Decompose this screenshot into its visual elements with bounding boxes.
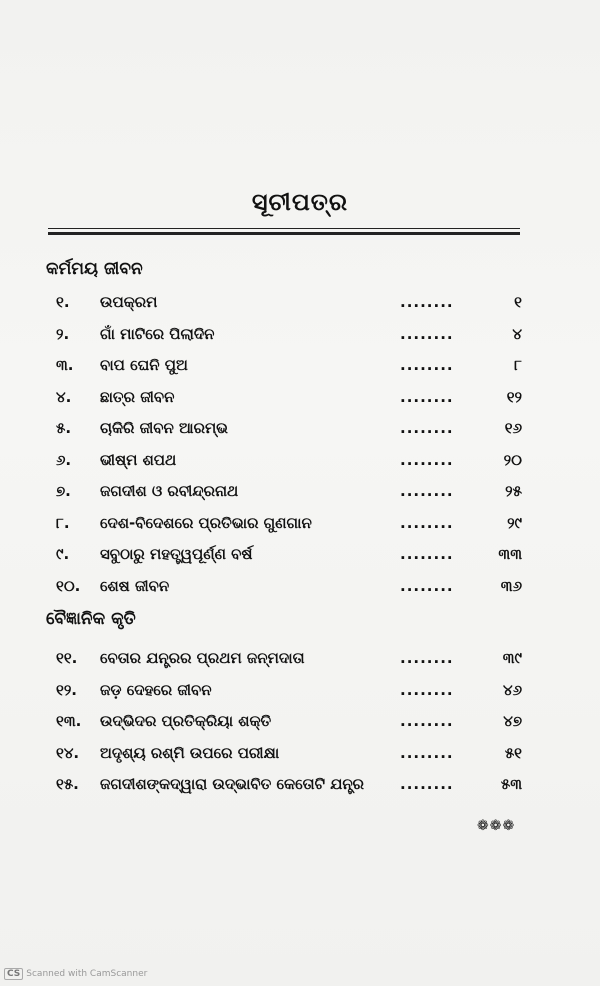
section-heading-1: କର୍ମମୟ ଜୀବନ — [46, 259, 143, 279]
entry-page-number: ୨୫ — [505, 482, 522, 500]
toc-entry — [48, 482, 522, 512]
entry-title: ଜଗଦୀଶଙ୍କଦ୍ୱାରା ଉଦ୍ଭାବିତ କେତୋଟି ଯନ୍ତ୍ର — [100, 775, 365, 793]
entry-number: ୧୦. — [56, 576, 81, 595]
toc-entry — [48, 388, 522, 418]
entry-title: ବାପ ଘେନି ପୁଅ — [100, 356, 188, 374]
entry-leader-dots: ........ — [400, 450, 454, 469]
toc-entry — [48, 419, 522, 449]
entry-page-number: ୩୬ — [500, 576, 522, 595]
entry-leader-dots: ........ — [400, 419, 454, 437]
entry-number: ୧୫. — [56, 775, 79, 793]
entry-page-number: ୩୩ — [498, 545, 522, 563]
entry-number: ୯. — [56, 545, 70, 563]
entry-page-number: ୪୭ — [503, 712, 522, 730]
page-title: ସୂଚୀପତ୍ର — [251, 188, 349, 216]
toc-entry — [48, 514, 522, 544]
toc-entry — [48, 451, 522, 481]
title-rule-thick — [48, 232, 520, 235]
entry-leader-dots: ........ — [400, 576, 454, 595]
entry-title: ଭୀଷ୍ମ ଶପଥ — [100, 450, 177, 469]
entry-page-number: ୧୨ — [506, 387, 522, 406]
entry-leader-dots: ........ — [400, 293, 454, 311]
entry-number: ୮. — [56, 513, 70, 532]
entry-number: ୫. — [56, 419, 72, 437]
entry-number: ୭. — [56, 482, 71, 500]
entry-number: ୧୧. — [56, 649, 78, 667]
entry-leader-dots: ........ — [400, 482, 454, 500]
toc-entry — [48, 545, 522, 575]
toc-entry — [48, 356, 522, 386]
entry-leader-dots: ........ — [400, 324, 454, 343]
entry-number: ୧୩. — [56, 712, 82, 730]
entry-page-number: ୪ — [512, 324, 522, 343]
entry-leader-dots: ........ — [400, 775, 454, 793]
toc-entry — [48, 744, 522, 774]
entry-leader-dots: ........ — [400, 356, 454, 374]
entry-title: ଅଦୃଶ୍ୟ ରଶ୍ମି ଉପରେ ପରୀକ୍ଷା — [100, 743, 280, 762]
entry-page-number: ୫୧ — [504, 743, 522, 762]
entry-page-number: ୩୯ — [502, 649, 522, 667]
entry-page-number: ୨୯ — [507, 513, 522, 532]
entry-page-number: ୧ — [514, 293, 522, 311]
entry-page-number: ୧୬ — [504, 419, 522, 437]
entry-number: ୩. — [56, 356, 74, 374]
entry-leader-dots: ........ — [400, 513, 454, 532]
entry-title: ଜଡ଼ ଦେହରେ ଜୀବନ — [100, 680, 212, 699]
watermark-text: Scanned with CamScanner — [26, 969, 148, 979]
entry-leader-dots: ........ — [400, 387, 454, 406]
entry-leader-dots: ........ — [400, 545, 454, 563]
entry-title: ଉଦ୍ଭିଦର ପ୍ରତିକ୍ରିୟା ଶକ୍ତି — [100, 712, 272, 730]
entry-number: ୧. — [56, 293, 70, 311]
entry-title: ଛାତ୍ର ଜୀବନ — [100, 387, 175, 406]
scanner-watermark — [4, 968, 147, 980]
entry-title: ଦେଶ-ବିଦେଶରେ ପ୍ରତିଭାର ଗୁଣଗାନ — [100, 513, 312, 532]
toc-entry — [48, 775, 522, 805]
entry-leader-dots: ........ — [400, 649, 454, 667]
section-heading-2: ବୈଜ୍ଞାନିକ କୃତି — [46, 609, 136, 629]
entry-number: ୨. — [56, 324, 70, 343]
entry-number: ୬. — [56, 450, 72, 469]
entry-number: ୪. — [56, 387, 72, 406]
toc-entry — [48, 325, 522, 355]
entry-title: ଶେଷ ଜୀବନ — [100, 576, 170, 595]
toc-entry — [48, 681, 522, 711]
entry-title: ଚାକିରି ଜୀବନ ଆରମ୍ଭ — [100, 419, 228, 437]
entry-page-number: ୫୩ — [500, 775, 522, 793]
toc-entry — [48, 577, 522, 607]
entry-title: ସବୁଠାରୁ ମହତ୍ତ୍ୱପୂର୍ଣ୍ଣ ବର୍ଷ — [100, 545, 253, 563]
entry-page-number: ୨୦ — [503, 450, 522, 469]
toc-entry — [48, 712, 522, 742]
end-ornament: ❁❁❁ — [477, 818, 516, 834]
entry-leader-dots: ........ — [400, 743, 454, 762]
entry-page-number: ୪୬ — [502, 680, 522, 699]
entry-leader-dots: ........ — [400, 680, 454, 699]
entry-title: ଉପକ୍ରମ — [100, 293, 158, 311]
entry-title: ବେତାର ଯନ୍ତ୍ରର ପ୍ରଥମ ଜନ୍ମଦାତା — [100, 649, 305, 667]
entry-number: ୧୨. — [56, 680, 77, 699]
title-rule-thin — [48, 228, 520, 229]
entry-title: ଗାଁ ମାଟିରେ ପିଲାଦିନ — [100, 324, 215, 343]
entry-leader-dots: ........ — [400, 712, 454, 730]
toc-entry — [48, 293, 522, 323]
toc-entry — [48, 649, 522, 679]
entry-title: ଜଗଦୀଶ ଓ ରବୀନ୍ଦ୍ରନାଥ — [100, 482, 239, 500]
entry-page-number: ୮ — [514, 356, 522, 374]
camscanner-logo-icon: CS — [4, 968, 23, 980]
entry-number: ୧୪. — [56, 743, 80, 762]
